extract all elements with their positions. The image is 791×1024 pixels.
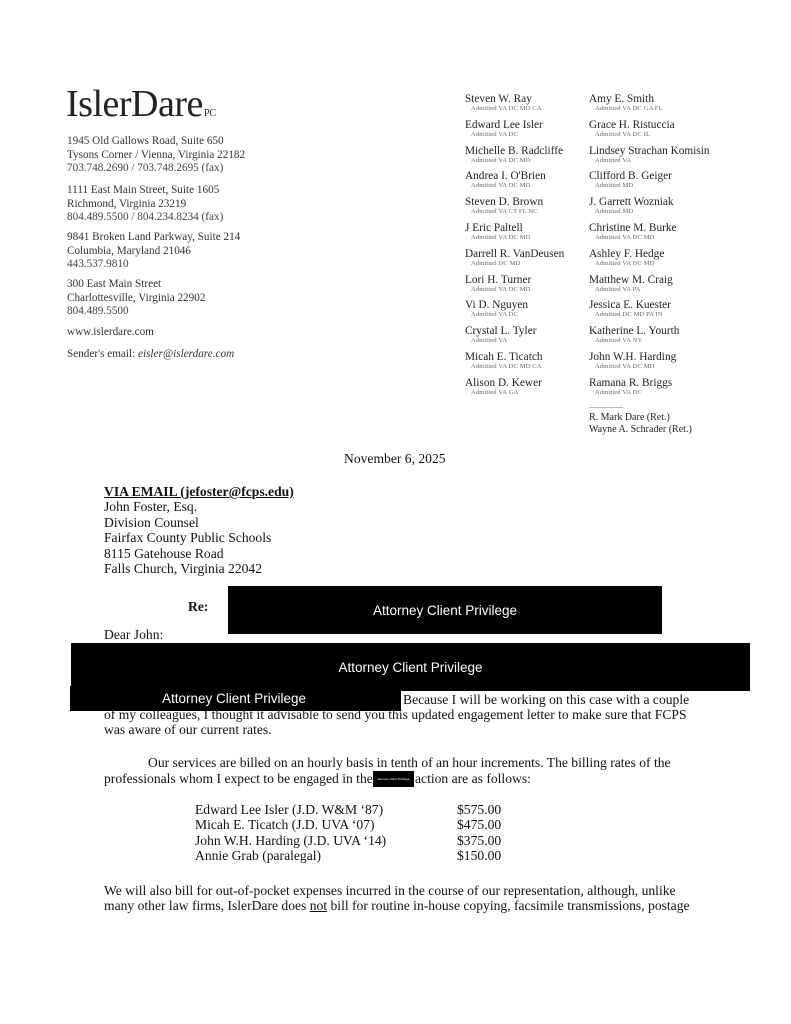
partner-entry bbox=[589, 377, 709, 403]
partner-admission: Admitted MD bbox=[595, 208, 634, 216]
partner-admission: Admitted VA GA bbox=[471, 388, 519, 396]
partners-column-1 bbox=[465, 93, 564, 403]
partner-entry bbox=[465, 351, 564, 377]
rate-row bbox=[195, 848, 501, 863]
office-phone: 443.537.9810 bbox=[67, 258, 129, 270]
partner-name: Lindsey Strachan Komisin bbox=[589, 144, 710, 157]
paragraph-1-line: Because I will be working on this case with a couple bbox=[403, 692, 690, 707]
partner-name: J Eric Paltell bbox=[465, 221, 523, 234]
paragraph-2-line: Our services are billed on an hourly basis in tenth of an hour increments. The billing rates of the bbox=[148, 755, 671, 770]
partner-entry bbox=[589, 170, 709, 196]
partner-entry bbox=[465, 196, 564, 222]
paragraph-2-line: professionals whom I expect to be engaged in the bbox=[104, 771, 373, 786]
partner-admission: Admitted VA DC MD bbox=[471, 233, 531, 241]
partner-entry bbox=[465, 222, 564, 248]
letter-date: November 6, 2025 bbox=[344, 451, 446, 466]
retired-divider bbox=[589, 407, 623, 408]
partner-name: Michelle B. Radcliffe bbox=[465, 144, 563, 157]
partner-admission: Admitted VA DC GA FL bbox=[595, 105, 663, 112]
redaction-box-inline: Attorney Client Privilege bbox=[373, 771, 414, 787]
text-segment: bill for routine in-house copying, facsimile transmissions, postage bbox=[327, 898, 690, 913]
partner-name: Ashley F. Hedge bbox=[589, 247, 665, 260]
rate-amount: $475.00 bbox=[457, 817, 502, 833]
sender-email-label: Sender's email: bbox=[67, 348, 138, 360]
website-text[interactable]: www.islerdare.com bbox=[67, 326, 154, 338]
partner-entry bbox=[589, 325, 709, 351]
paragraph-1-line: was aware of our current rates. bbox=[104, 722, 272, 737]
address-line: Tysons Corner / Vienna, Virginia 22182 bbox=[67, 148, 246, 161]
partner-name: Lori H. Turner bbox=[465, 273, 532, 286]
partner-name: Clifford B. Geiger bbox=[589, 170, 672, 183]
office-address-charlottesville bbox=[67, 278, 205, 319]
re-label: Re: bbox=[188, 599, 209, 614]
partner-name: Steven W. Ray bbox=[465, 93, 532, 105]
partner-entry bbox=[589, 93, 709, 119]
sender-email-address[interactable]: eisler@islerdare.com bbox=[138, 348, 235, 360]
partner-entry bbox=[465, 119, 564, 145]
office-address-tysons bbox=[67, 135, 245, 176]
partners-column-2 bbox=[589, 93, 709, 436]
partner-entry bbox=[465, 170, 564, 196]
rate-professional: Annie Grab (paralegal) bbox=[195, 848, 322, 864]
redaction-box-paragraph-partial: Attorney Client Privilege bbox=[70, 686, 401, 711]
recipient-line: Fairfax County Public Schools bbox=[104, 530, 272, 546]
partner-entry bbox=[589, 196, 709, 222]
partner-name: Crystal L. Tyler bbox=[465, 325, 537, 338]
partner-entry bbox=[589, 274, 709, 300]
office-phone: 804.489.5500 / 804.234.8234 (fax) bbox=[67, 211, 224, 223]
address-line: 1111 East Main Street, Suite 1605 bbox=[67, 184, 220, 196]
partner-entry bbox=[465, 145, 564, 171]
rate-professional: Edward Lee Isler (J.D. W&M ‘87) bbox=[195, 802, 384, 817]
partner-admission: Admitted VA DC IL bbox=[595, 130, 651, 138]
recipient-line: Division Counsel bbox=[104, 514, 199, 530]
office-phone: 804.489.5500 bbox=[67, 305, 129, 317]
partner-admission: Admitted VA DC MD CA bbox=[471, 362, 542, 370]
partner-entry bbox=[465, 274, 564, 300]
partner-name: Grace H. Ristuccia bbox=[589, 118, 675, 131]
sender-email bbox=[67, 348, 234, 362]
partner-entry bbox=[589, 351, 709, 377]
partner-admission: Admitted VA NY bbox=[595, 337, 643, 345]
recipient-line: John Foster, Esq. bbox=[104, 499, 198, 515]
rate-row bbox=[195, 833, 501, 848]
recipient-line: 8115 Gatehouse Road bbox=[104, 545, 224, 561]
address-line: 1945 Old Gallows Road, Suite 650 bbox=[67, 135, 224, 147]
partner-entry bbox=[589, 299, 709, 325]
partner-name: Matthew M. Craig bbox=[589, 273, 673, 286]
address-line: Charlottesville, Virginia 22902 bbox=[67, 291, 206, 304]
partner-name: Vi D. Nguyen bbox=[465, 299, 529, 312]
redaction-box-subject: Attorney Client Privilege bbox=[228, 586, 662, 634]
address-line: Columbia, Maryland 21046 bbox=[67, 244, 191, 257]
partner-entry bbox=[465, 93, 564, 119]
partner-entry bbox=[589, 145, 709, 171]
partner-admission: Admitted VA DC bbox=[595, 388, 642, 396]
emphasis-not: not bbox=[309, 898, 328, 913]
paragraph-3-line: We will also bill for out-of-pocket expenses incurred in the course of our representation, although, unlike bbox=[104, 883, 676, 898]
rate-professional: John W.H. Harding (J.D. UVA ‘14) bbox=[195, 832, 387, 848]
partner-name: Micah E. Ticatch bbox=[465, 350, 543, 363]
partner-entry bbox=[589, 222, 709, 248]
rate-amount: $375.00 bbox=[457, 832, 502, 848]
partner-name: Alison D. Kewer bbox=[465, 376, 542, 389]
partner-admission: Admitted VA bbox=[471, 337, 508, 345]
retired-partner: Wayne A. Schrader (Ret.) bbox=[589, 423, 692, 435]
partner-entry bbox=[589, 248, 709, 274]
partner-name: Jessica E. Kuester bbox=[589, 299, 671, 312]
partner-name: Katherine L. Yourth bbox=[589, 325, 680, 338]
rate-amount: $575.00 bbox=[457, 802, 502, 817]
firm-suffix: PC bbox=[203, 108, 217, 119]
address-line: 300 East Main Street bbox=[67, 278, 162, 290]
rate-row bbox=[195, 817, 501, 832]
partner-admission: Admitted VA DC bbox=[471, 130, 518, 138]
partner-admission: Admitted VA DC MD bbox=[471, 156, 531, 164]
partner-name: Ramana R. Briggs bbox=[589, 376, 673, 389]
rate-row bbox=[195, 802, 501, 817]
partner-name: Darrell R. VanDeusen bbox=[465, 247, 565, 260]
address-line: Richmond, Virginia 23219 bbox=[67, 197, 187, 210]
paragraph-3-line bbox=[104, 898, 690, 914]
recipient-line: Falls Church, Virginia 22042 bbox=[104, 561, 263, 577]
office-address-columbia bbox=[67, 231, 240, 272]
partner-entry bbox=[465, 299, 564, 325]
paragraph-2-line: action are as follows: bbox=[415, 771, 531, 786]
partner-name: Steven D. Brown bbox=[465, 196, 544, 209]
firm-logo bbox=[66, 84, 216, 134]
partner-admission: Admitted VA DC MD bbox=[471, 285, 531, 293]
recipient-block bbox=[104, 484, 294, 576]
partner-name: Amy E. Smith bbox=[589, 93, 654, 105]
partner-name: Andrea I. O'Brien bbox=[465, 170, 546, 183]
partner-entry bbox=[465, 248, 564, 274]
office-address-richmond bbox=[67, 184, 223, 225]
office-phone: 703.748.2690 / 703.748.2695 (fax) bbox=[67, 162, 224, 174]
partner-entry bbox=[465, 377, 564, 403]
partner-name: J. Garrett Wozniak bbox=[589, 196, 674, 209]
partner-admission: Admitted VA CT FL NC bbox=[471, 208, 538, 216]
partner-admission: Admitted MD bbox=[595, 182, 634, 190]
partner-admission: Admitted DC MD bbox=[471, 259, 521, 267]
partner-admission: Admitted DC MD PA IN bbox=[595, 311, 663, 319]
partner-admission: Admitted VA DC MD bbox=[595, 362, 655, 370]
rate-professional: Micah E. Ticatch (J.D. UVA ‘07) bbox=[195, 817, 375, 833]
partner-admission: Admitted VA DC MD bbox=[595, 259, 655, 267]
redaction-box-paragraph: Attorney Client Privilege bbox=[71, 643, 750, 691]
partner-admission: Admitted VA DC MD bbox=[471, 182, 531, 190]
website-link[interactable] bbox=[67, 326, 154, 340]
partner-name: John W.H. Harding bbox=[589, 350, 677, 363]
address-line: 9841 Broken Land Parkway, Suite 214 bbox=[67, 231, 241, 243]
delivery-method: VIA EMAIL (jefoster@fcps.edu) bbox=[104, 484, 294, 499]
firm-name: IslerDare bbox=[66, 83, 203, 125]
partner-admission: Admitted VA DC bbox=[471, 311, 518, 319]
partner-admission: Admitted VA bbox=[595, 156, 632, 164]
rate-amount: $150.00 bbox=[457, 848, 502, 864]
partner-entry bbox=[589, 119, 709, 145]
billing-rates-table bbox=[195, 802, 501, 864]
text-segment: many other law firms, IslerDare does bbox=[104, 898, 310, 913]
retired-partner: R. Mark Dare (Ret.) bbox=[589, 411, 670, 423]
paragraph-1-line: of my colleagues, I thought it advisable to send you this updated engagement letter to make sure that FCPS bbox=[104, 707, 687, 722]
salutation: Dear John: bbox=[104, 627, 164, 642]
partner-admission: Admitted VA PA bbox=[595, 285, 641, 293]
partner-name: Christine M. Burke bbox=[589, 221, 677, 234]
partner-admission: Admitted VA DC MD bbox=[595, 233, 655, 241]
partner-name: Edward Lee Isler bbox=[465, 118, 543, 131]
partner-entry bbox=[465, 325, 564, 351]
partner-admission: Admitted VA DC MD CA bbox=[471, 105, 542, 112]
